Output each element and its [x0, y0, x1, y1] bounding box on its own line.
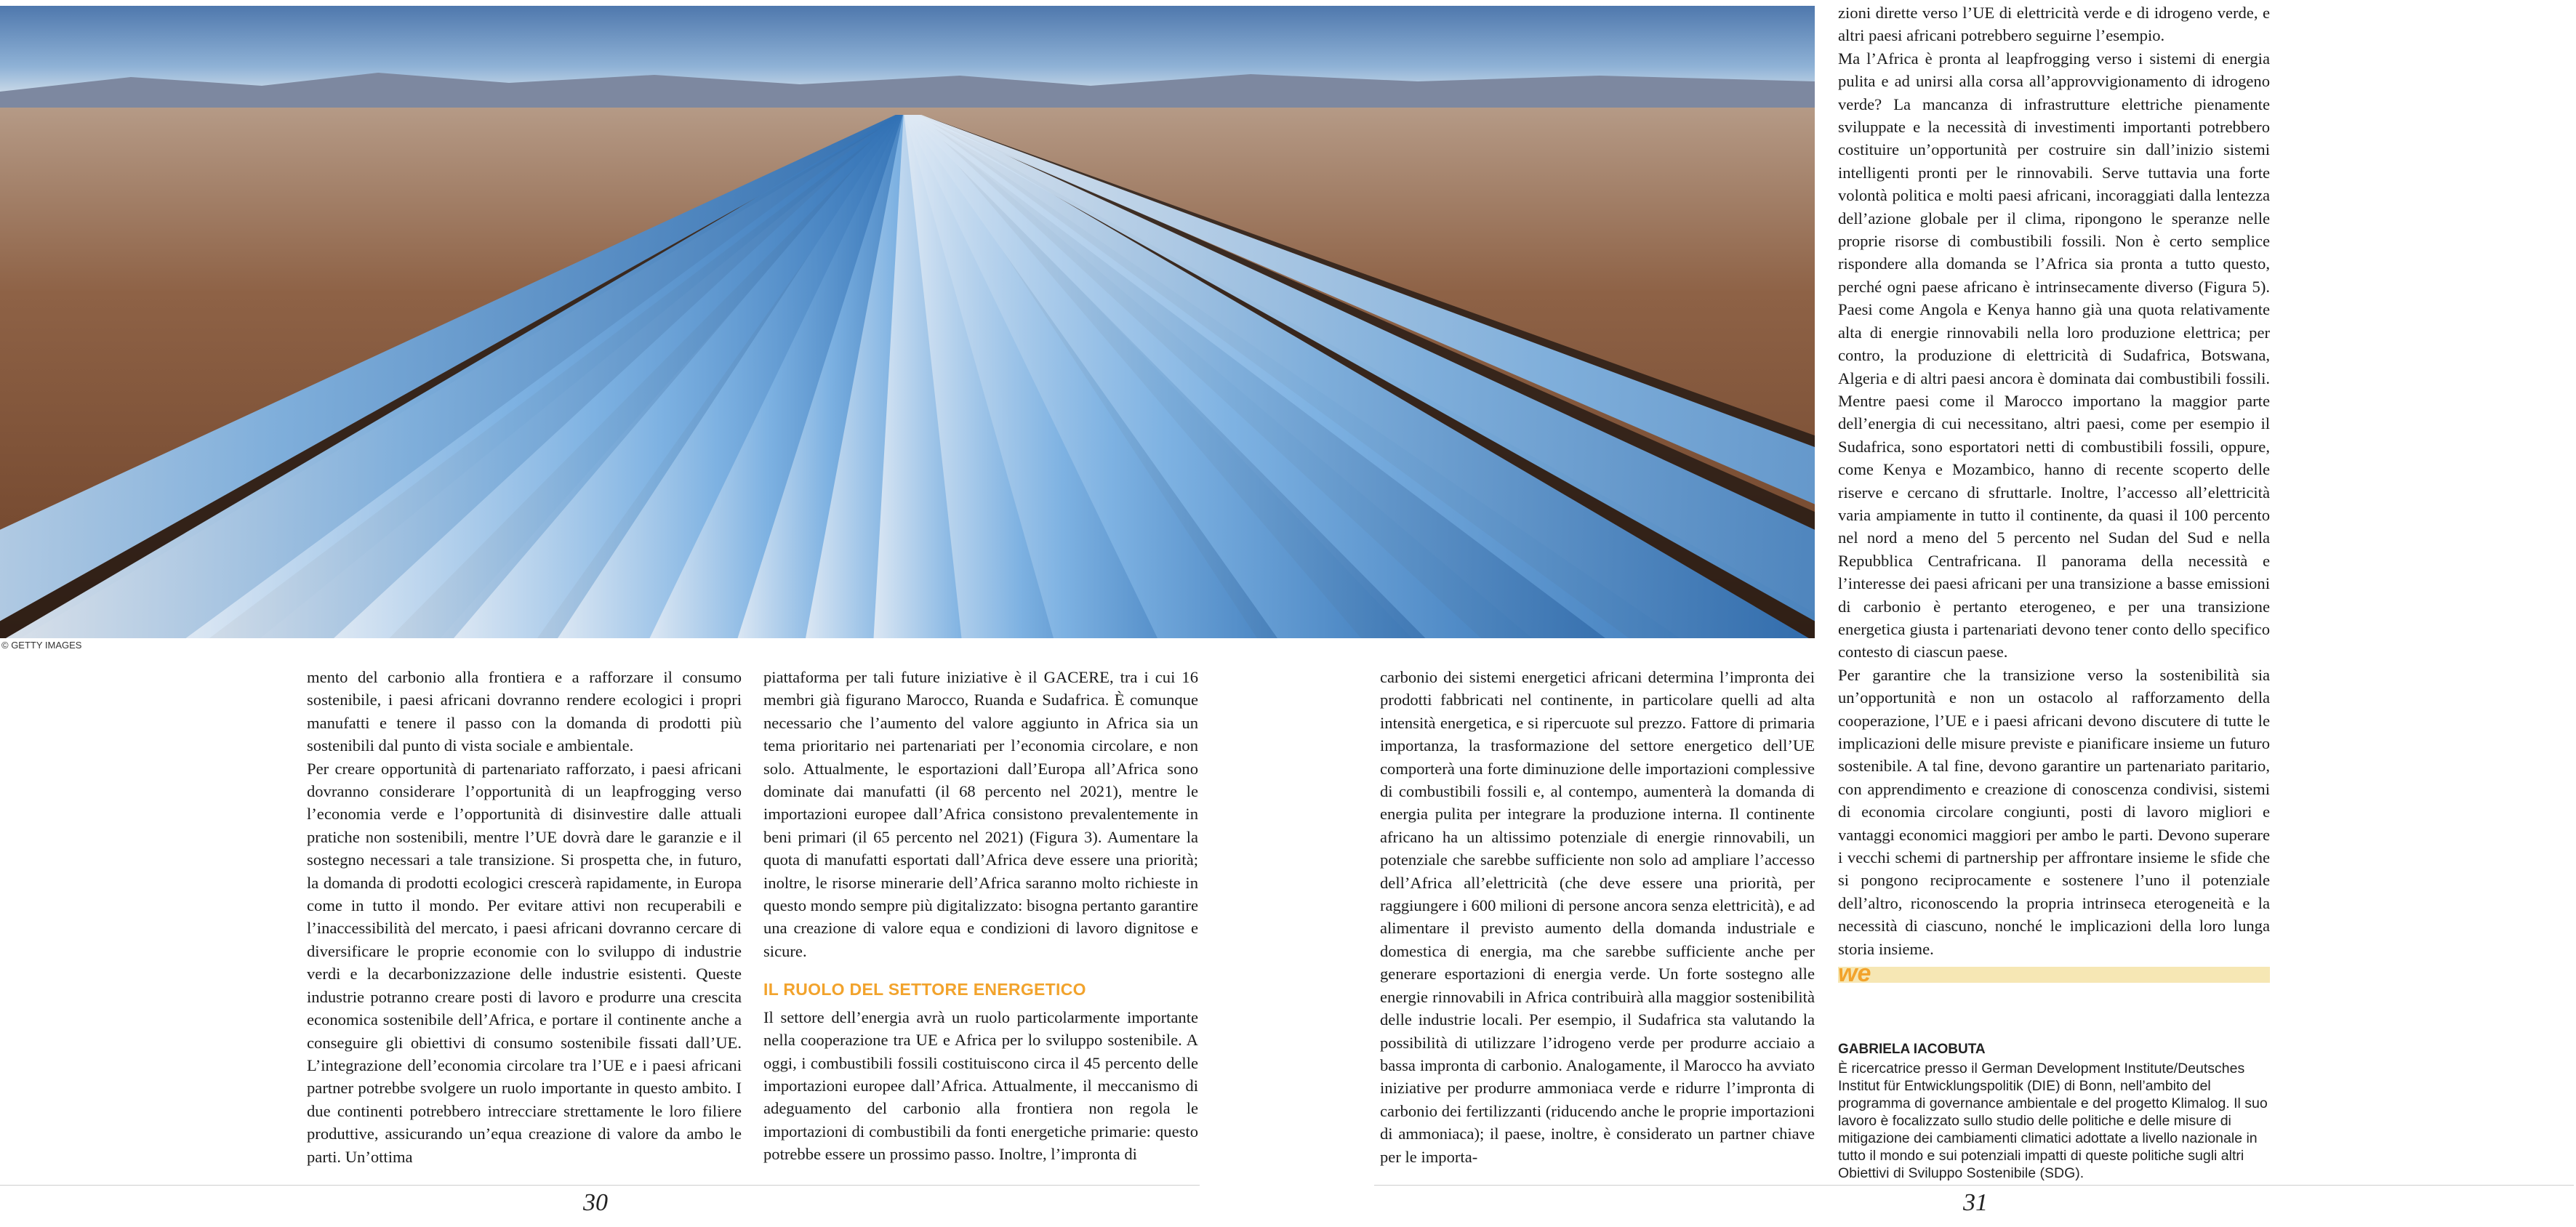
paragraph: Il settore dell’energia avrà un ruolo particolarmente importante nella cooperazione tra UE e Africa per lo sviluppo sostenibile. A oggi, i combustibili fossili costituiscono circa il 45 percento delle importazioni europee dall’Africa. Attualmente, il meccanismo di adeguamento del carbonio alla frontiera non regola le importazioni di combustibili da fonti energetiche primarie: questo potrebbe essere un prossimo passo. Inoltre, l’impronta di — [763, 1007, 1198, 1164]
footer-rule-right — [1374, 1185, 2574, 1186]
solar-plant-image — [0, 6, 1815, 638]
article-column-2 — [763, 666, 1198, 1166]
paragraph: mento del carbonio alla frontiera e a rafforzare il consumo sostenibile, i paesi africani dovranno rendere ecologici i propri manufatti e tenere il passo con la domanda di prodotti più sostenibili dal punto di vista sociale e ambientale. — [307, 668, 742, 755]
paragraph: carbonio dei sistemi energetici africani determina l’impronta dei prodotti fabbricati nel continente, in particolare quelli ad alta intensità energetica, e si ripercuote sul prezzo. Fattore di primaria importanza, la trasformazione del settore energetico dell’UE comporterà una forte diminuzione delle importazioni complessive di combustibili fossili e, al contempo, aumenterà la domanda di energia pulita per integrare la produzione interna. Il continente africano ha un altissimo potenziale di energie rinnovabili, un potenziale che sarebbe sufficiente non solo ad ampliare l’accesso dell’Africa all’elettricità (che deve essere una priorità, per raggiungere i 600 milioni di persone ancora senza elettricità), e ad alimentare il previsto aumento della domanda industriale e domestica di energia, ma che sarebbe sufficiente anche per generare esportazioni di energia verde. Un forte sostegno alle energie rinnovabili in Africa contribuirà alla maggior sostenibilità delle industrie locali. Per esempio, il Sudafrica sta valutando la possibilità di utilizzare l’idrogeno verde per produrre acciaio a bassa impronta di carbonio. Analogamente, il Marocco ha avviato iniziative per produrre ammoniaca verde e ridurre l’impronta di carbonio dei fertilizzanti (riducendo anche le proprie importazioni di ammoniaca); il paese, inoltre, è considerato un partner chiave per le importa- — [1380, 668, 1815, 1166]
paragraph: Per creare opportunità di partenariato rafforzato, i paesi africani dovranno considerare l’opportunità di un leapfrogging verso l’economia verde e l’opportunità di disinvestire dalle attuali pratiche non sostenibili, mentre l’UE dovrà dare le garanzie e il sostegno necessari a tale transizione. Si prospetta che, in futuro, la domanda di prodotti ecologici crescerà rapidamente, in Europa come in tutto il mondo. Per evitare attivi non recuperabili e l’inaccessibilità del mercato, i paesi africani dovranno cercare di diversificare le proprie economie con lo sviluppo di industrie verdi e la decarbonizzazione delle industrie esistenti. Queste industrie potranno creare posti di lavoro e produrre una crescita economica sostenibile dell’Africa, e portare il continente anche a conseguire gli obiettivi di consumo sostenibile fissati dall’UE. L’integrazione dell’economia circolare tra l’UE e i paesi africani partner potrebbe svolgere un ruolo importante in questo ambito. I due continenti potrebbero intrecciare strettamente le loro filiere produttive, assicurando un’equa creazione di valore da ambo le parti. Un’ottima — [307, 759, 742, 1166]
section-heading: IL RUOLO DEL SETTORE ENERGETICO — [763, 980, 1086, 999]
paragraph: Per garantire che la transizione verso la sostenibilità sia un’opportunità e non un ostacolo al rafforzamento della cooperazione, l’UE e i paesi africani devono discutere di tutte le implicazioni delle misure previste e pianificare insieme un futuro sostenibile. A tal fine, devono garantire un partenariato paritario, con apprendimento e creazione di conoscenza condivisi, sistemi di economia circolare congiunti, posti di lavoro migliori e vantaggi economici maggiori per ambo le parti. Devono superare i vecchi schemi di partnership per affrontare insieme le sfide che si pongono reciprocamente e sostenere l’uno il potenziale dell’altro, riconoscendo la propria intrinseca eterogeneità e la necessità di ciascuno, nonché le implicazioni della loro lunga storia insieme. — [1838, 665, 2270, 958]
logo-bar — [1838, 967, 2270, 983]
paragraph: zioni dirette verso l’UE di elettricità verde e di idrogeno verde, e altri paesi africani potrebbero seguirne l’esempio. — [1838, 4, 2270, 45]
page-number-right: 31 — [1963, 1189, 1988, 1216]
page-number-left: 30 — [583, 1189, 608, 1216]
we-logo: we — [1838, 960, 1871, 987]
article-column-1 — [307, 666, 742, 1168]
author-box — [1838, 1041, 2270, 1182]
solar-plant-photo — [0, 6, 1815, 638]
paragraph: Ma l’Africa è pronta al leapfrogging verso i sistemi di energia pulita e ad unirsi alla corsa all’approvvigionamento di idrogeno verde? La mancanza di infrastrutture elettriche pienamente sviluppate e la necessità di investimenti importanti potrebbero costituire un’opportunità per costruire sin dall’inizio sistemi intelligenti pronti per le rinnovabili. Serve tuttavia una forte volontà politica e molti paesi africani, incoraggiati dalla lentezza dell’azione globale per il clima, ripongono le speranze nelle proprie risorse di combustibili fossili. Non è certo semplice rispondere alla domanda se l’Africa sia pronta a tutto questo, perché ogni paese africano è intrinsecamente diverso (Figura 5). Paesi come Angola e Kenya hanno già una quota relativamente alta di energie rinnovabili nella loro produzione elettrica; per contro, la produzione di elettricità di Sudafrica, Botswana, Algeria e di altri paesi ancora è dominata dai combustibili fossili. Mentre paesi come il Marocco importano la maggior parte dell’energia di cui necessitano, altri paesi, come per esempio il Sudafrica, sono esportatori netti di combustibili fossili, oppure, come Kenya e Mozambico, hanno di recente scoperto delle riserve e cercano di sfruttarle. Inoltre, l’accesso all’elettricità varia ampiamente in tutto il continente, da quasi il 100 percento nel nord a meno del 5 percento nel Sudan del Sud e nella Repubblica Centrafricana. Il panorama della necessità e l’interesse dei paesi africani per una transizione a basse emissioni di carbonio è pertanto eterogeneo, e per una transizione energetica giusta i partenariati devono tener conto dello specifico contesto di ciascun paese. — [1838, 49, 2270, 661]
paragraph: piattaforma per tali future iniziative è il GACERE, tra i cui 16 membri già figurano Marocco, Ruanda e Sudafrica. È comunque necessario che l’aumento del valore aggiunto in Africa sia un tema prioritario nei partenariati per l’economia circolare, e non solo. Attualmente, le esportazioni dall’Europa all’Africa sono dominate dai manufatti (il 68 percento nel 2021), mentre le importazioni europee dall’Africa consistono prevalentemente in beni primari (il 65 percento nel 2021) (Figura 3). Aumentare la quota di manufatti esportati dall’Africa deve essere una priorità; inoltre, le risorse minerarie dell’Africa saranno molto richieste in questo mondo sempre più digitalizzato: bisogna pertanto garantire una creazione di valore equa e condizioni di lavoro dignitose e sicure. — [763, 668, 1198, 960]
footer-rule-left — [0, 1185, 1200, 1186]
photo-credit: © GETTY IMAGES — [1, 640, 82, 651]
article-column-3 — [1380, 666, 1815, 1168]
author-name: GABRIELA IACOBUTA — [1838, 1042, 1986, 1057]
article-column-4 — [1838, 1, 2270, 960]
author-bio: È ricercatrice presso il German Development Institute/Deutsches Institut für Entwicklungspolitik (DIE) di Bonn, nell’ambito del programma di governance ambientale e del progetto Klimalog. Il suo lavoro è focalizzato sullo studio delle politiche e delle misure di mitigazione dei cambiamenti climatici adottate a livello nazionale in tutto il mondo e sui potenziali impatti di queste politiche sugli altri Obiettivi di Sviluppo Sostenibile (SDG). — [1838, 1061, 2268, 1181]
